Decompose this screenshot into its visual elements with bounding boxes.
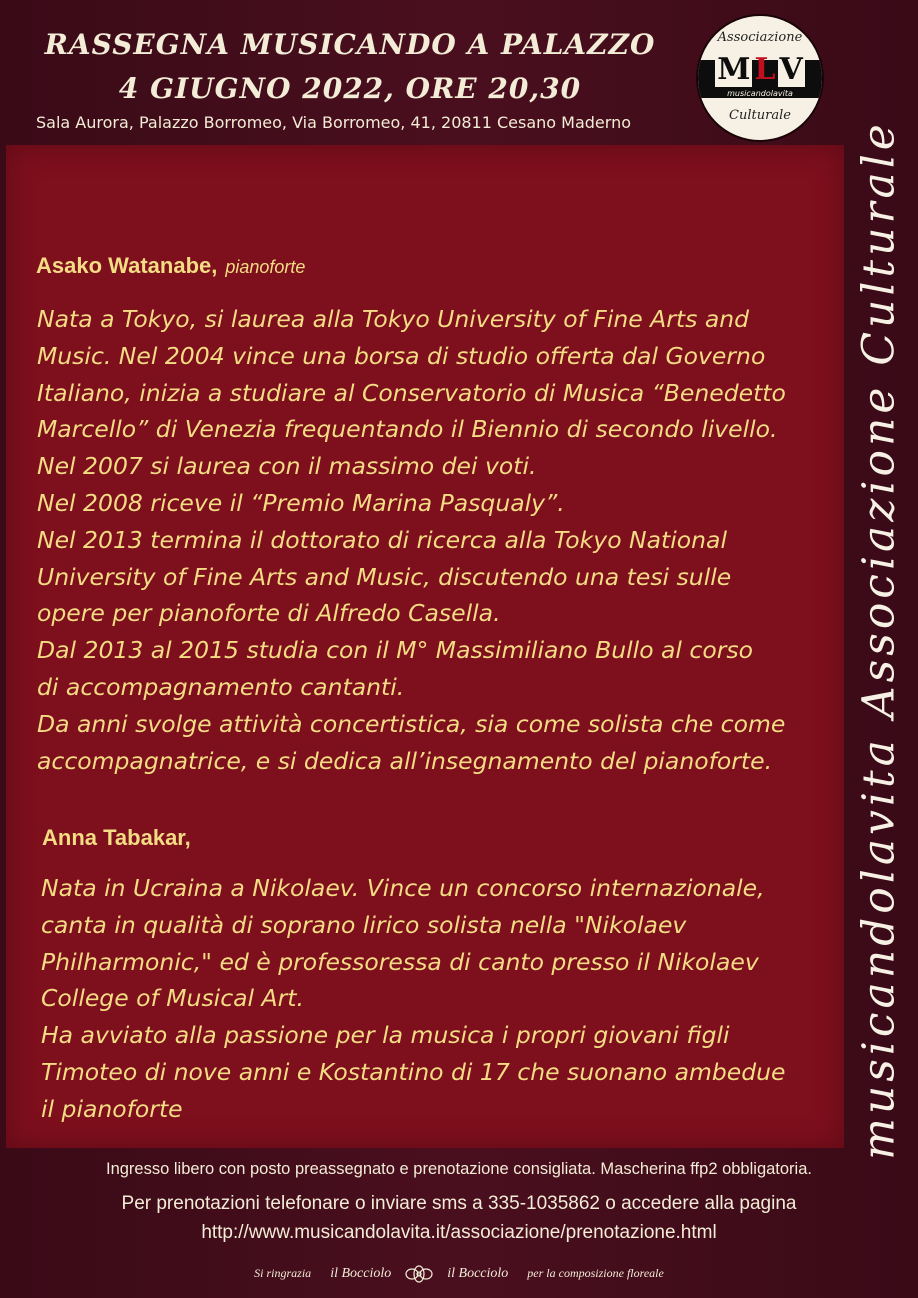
bio-line: opere per pianoforte di Alfredo Casella.: [37, 599, 501, 628]
bio-line: il pianoforte: [41, 1094, 183, 1123]
bio-line: Nel 2008 riceve il “Premio Marina Pasqualy”.: [37, 488, 565, 517]
logo-bottom-word: Culturale: [729, 108, 791, 123]
bio-line: canta in qualità di soprano lirico solista nella "Nikolaev: [41, 910, 687, 939]
performer-name: Asako Watanabe, pianoforte: [36, 253, 306, 278]
venue-address: Sala Aurora, Palazzo Borromeo, Via Borromeo, 41, 20811 Cesano Maderno: [36, 113, 631, 132]
bio-panel: [6, 145, 844, 1148]
bio-line: Philharmonic," ed è professoressa di canto presso il Nikolaev: [41, 947, 759, 976]
flower-icon: [402, 1262, 436, 1286]
association-logo: [696, 14, 824, 142]
bio-line: Nel 2013 termina il dottorato di ricerca alla Tokyo National: [37, 525, 727, 554]
bio-line: Timoteo di nove anni e Kostantino di 17 che suonano ambedue: [41, 1057, 786, 1086]
sponsor-thanks: Si ringrazia il Bocciolo il Bocciolo per la composizione floreale: [0, 1262, 918, 1286]
bio-line: Nel 2007 si laurea con il massimo dei voti.: [37, 452, 537, 481]
event-date-time: 4 GIUGNO 2022, ORE 20,30: [118, 72, 582, 105]
sponsor-name: il Bocciolo: [330, 1265, 392, 1281]
bio-line: Ha avviato alla passione per la musica i propri giovani figli: [41, 1021, 730, 1050]
footer-entry-info: Ingresso libero con posto preassegnato e prenotazione consigliata. Mascherina ffp2 obbligatoria.: [106, 1160, 812, 1178]
logo-sub-word: musicandolavita: [727, 89, 793, 98]
bio-line: Marcello” di Venezia frequentando il Biennio di secondo livello.: [37, 415, 778, 444]
bio-line: University of Fine Arts and Music, discutendo una tesi sulle: [37, 562, 732, 591]
performer-role: pianoforte: [225, 257, 306, 277]
bio-line: Da anni svolge attività concertistica, sia come solista che come: [37, 709, 786, 738]
bio-line: Italiano, inizia a studiare al Conservatorio di Musica “Benedetto: [37, 378, 786, 407]
logo-letters: M L V: [717, 52, 803, 87]
performer-bio: [41, 870, 786, 1128]
bio-line: Music. Nel 2004 vince una borsa di studio offerta dal Governo: [37, 341, 766, 370]
bio-line: Nata a Tokyo, si laurea alla Tokyo University of Fine Arts and: [37, 305, 750, 333]
event-title: RASSEGNA MUSICANDO A PALAZZO: [44, 28, 656, 61]
bio-line: Dal 2013 al 2015 studia con il M° Massimiliano Bullo al corso: [37, 636, 754, 665]
logo-top-word: Associazione: [717, 30, 803, 45]
footer-booking-info: Per prenotazioni telefonare o inviare sms a 335-1035862 o accedere alla pagina: [121, 1193, 797, 1214]
bio-line: accompagnatrice, e si dedica all’insegnamento del pianoforte.: [37, 746, 773, 775]
performer-name: Anna Tabakar,: [42, 825, 191, 850]
bio-line: College of Musical Art.: [41, 984, 304, 1013]
bio-line: di accompagnamento cantanti.: [37, 672, 405, 701]
sponsor-name: il Bocciolo: [447, 1265, 509, 1281]
vertical-side-text: musicandolavita Associazione Culturale: [853, 120, 905, 1160]
performer-bio: [37, 301, 786, 779]
bio-line: Nata in Ucraina a Nikolaev. Vince un concorso internazionale,: [41, 874, 765, 902]
footer-booking-link[interactable]: http://www.musicandolavita.it/associazione/prenotazione.html: [201, 1222, 717, 1243]
